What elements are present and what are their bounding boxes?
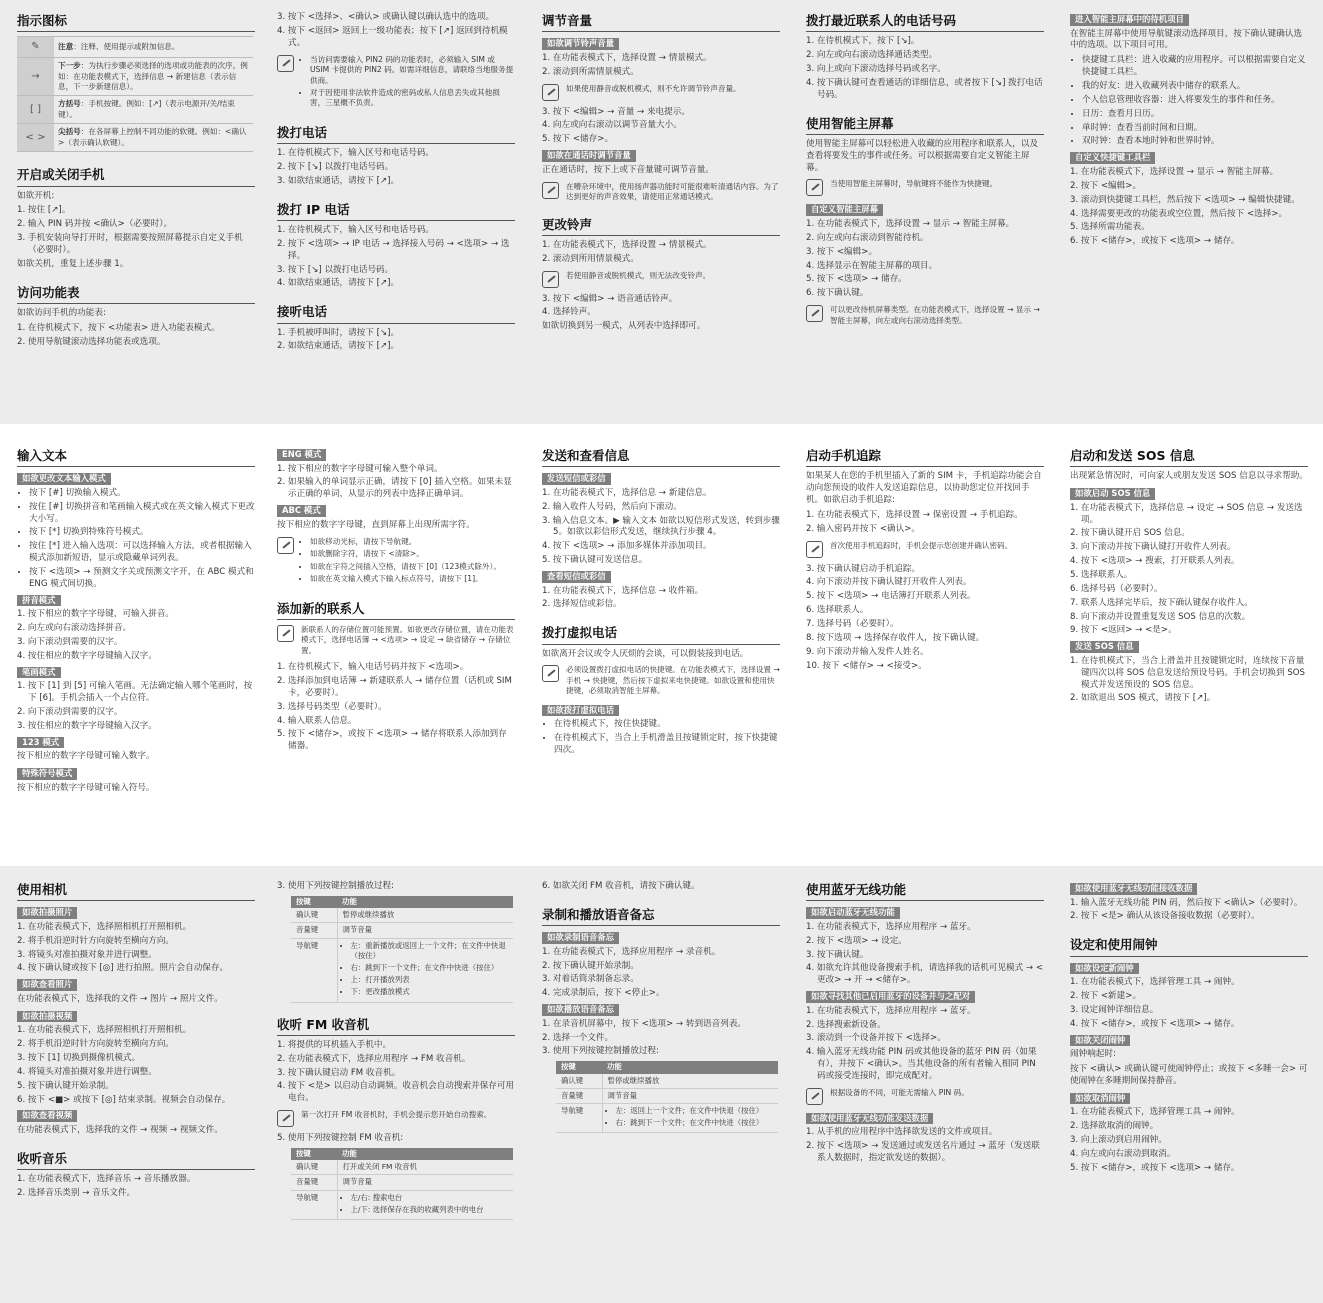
subsection-label: 如欲启动蓝牙无线功能 [806,907,900,919]
section-title: 启动和发送 SOS 信息 [1070,447,1308,467]
section-title: 使用智能主屏幕 [806,115,1044,135]
subsection-label: 如欲更改文本输入模式 [17,473,111,485]
table-row: 确认键 暂停或继续播放 [291,908,513,923]
note-block: 第一次打开 FM 收音机时，手机会提示您开始自动搜索。 [277,1110,515,1127]
subsection-label: 如欲拍摄照片 [17,907,77,919]
subsection-label: 如欲寻找其他已启用蓝牙的设备并与之配对 [806,991,975,1003]
subsection-label: 如欲关闭闹钟 [1070,1035,1130,1047]
subsection-label: 发送 SOS 信息 [1070,641,1139,653]
col-top-2: 3. 按下 <选择>、<确认> 或确认键以确认选中的选项。 4. 按下 <返回> 返回上一级功能表；按下 [↗] 返回到待机模式。 • 当访问需要输入 PIN2 码的功能表时，必须输入 SIM 或 USIM 卡提供的 PIN2 码。如需详细信息，请联络当地服务提供商。 • 对于因使用非法软件造成的密码或私人信息丢失或其他损害，三星概不负责。 拨打电话 1. 在待机模式下，输入区号和电话号码。 2. 按下 [↘] 以拨打电话号码。 3. 如欲结束通话，请按下 [↗]。 拨打 IP 电话 1. 在待机模式下，输入区号和电话号码。 2. 按下 <选项> → IP 电话 → 选择接入号码 → <选项> → 选择。 3. 按下 [↘] 以拨打电话号码。 4. 如欲结束通话，请按下 [↗]。 接听电话 1. 手机被呼叫时，请按下 [↘]。 2. 如欲结束通话，请按下 [↗]。 [277,12,515,366]
angle-bracket-icon: < > [17,124,54,152]
section-title: 使用相机 [17,881,255,901]
subsection-label: 自定义快捷键工具栏 [1070,152,1155,164]
note-icon [277,537,294,554]
col-top-4: 拨打最近联系人的电话号码 1. 在待机模式下，按下 [↘]。 2. 向左或向右滚动选择通话类型。 3. 向上或向下滚动选择号码或名字。 4. 按下确认键可查看通话的详细信息，或者按下 [↘] 拨打电话号码。 使用智能主屏幕 使用智能主屏幕可以轻松进入收藏的应用程序和联系人，以及查看将要发生的事件或任务。可以根据需要自定义智能主屏幕。 当使用智能主屏幕时，导航键将不能作为快捷键。 自定义智能主屏幕 1. 在功能表模式下，选择设置 → 显示 → 智能主屏幕。 2. 向左或向右滚动到智能待机。 3. 按下 <编辑>。 4. 选择显示在智能主屏幕的项目。 5. 按下 <选项> → 储存。 6. 按下确认键。 可以更改待机屏幕类型。在功能表模式下，选择设置 → 显示 → 智能主屏幕，向左或向右滚动选择类型。 [806,13,1043,325]
note-block: 根据设备的不同，可能无需输入 PIN 码。 [806,1088,1044,1105]
section-title: 拨打电话 [277,124,515,144]
section-title: 调节音量 [542,12,780,32]
section-title: 拨打 IP 电话 [277,201,515,221]
table-row: 导航键 • 左：返回上一个文件；在文件中快退（按住） • 右：跳到下一个文件；在文件中快进（按住） [556,1103,778,1132]
subsection-label: 如欲查看视频 [17,1110,77,1122]
table-row: 音量键 调节音量 [556,1088,778,1103]
note-block: 若使用静音或脱机模式，则无法改变铃声。 [542,271,780,288]
subsection-label: 发送短信或彩信 [542,473,611,485]
section-title: 拨打最近联系人的电话号码 [806,12,1044,32]
memo-key-table: 按键 功能 确认键 暂停或继续播放 音量键 调节音量 导航键 • 左：返回上一个文件；在文件中快退（按住） • 右：跳到下一个文件；在文件中快进（按住） [556,1061,778,1133]
section-title: 发送和查看信息 [542,447,780,467]
col-top-5: 进入智能主屏幕中的待机项目 在智能主屏幕中使用导航键滚动选择项目，按下确认键确认选中的选项。以下项目可用。 • 快捷键工具栏：进入收藏的应用程序。可以根据需要自定义快捷键工具栏。 • 我的好友：进入收藏列表中储存的联系人。 • 个人信息管理收容器：进入将要发生的事件和任务。 • 日历：查看月日历。 • 单时钟：查看当前时间和日期。 • 双时钟：查看本地时钟和世界时钟。 自定义快捷键工具栏 1. 在功能表模式下，选择设置 → 显示 → 智能主屏幕。 2. 按下 <编辑>。 3. 滚动到快捷键工具栏，然后按下 <选项> → 编辑快捷键。 4. 选择需要更改的功能表或空位置，然后按下 <选择>。 5. 选择所需功能表。 6. 按下 <储存>，或按下 <选项> → 储存。 [1070,12,1308,261]
fm-key-table: 按键 功能 确认键 打开或关闭 FM 收音机 音量键 调节音量 导航键 • 左/右: 搜索电台 • 上/下: 选择保存在我的收藏列表中的电台 [291,1148,513,1220]
note-block: 在嘈杂环境中，使用扬声器功能时可能很难听清通话内容。为了达到更好的声音效果，请使用正常通话模式。 [542,182,780,203]
legend-table [17,36,253,152]
arrow-icon: → [17,58,54,96]
note-block: 如果使用静音或脱机模式，则不允许调节铃声音量。 [542,84,780,101]
section-title: 输入文本 [17,447,255,467]
subsection-label: 如欲拨打虚拟电话 [542,705,619,717]
section-title: 收听音乐 [17,1150,255,1170]
subsection-label: 特殊符号模式 [17,768,77,780]
section-title: 接听电话 [277,303,515,323]
note-block: 可以更改待机屏幕类型。在功能表模式下，选择设置 → 显示 → 智能主屏幕，向左或向右滚动选择类型。 [806,305,1044,326]
col-mid-5: 启动和发送 SOS 信息 出现紧急情况时，可向家人或朋友发送 SOS 信息以寻求帮助。 如欲启动 SOS 信息 1. 在功能表模式下，选择信息 → 设定 → SOS 信息 → 发送选项。 2. 按下确认键开启 SOS 信息。 3. 向下滚动并按下确认键打开收件人列表。 4. 按下 <选项> → 搜索，打开联系人列表。 5. 选择联系人。 6. 选择号码（必要时）。 7. 联系人选择完毕后，按下确认键保存收件人。 8. 向下滚动并设置重复发送 SOS 信息的次数。 9. 按下 <返回> → <是>。 发送 SOS 信息 1. 在待机模式下，当合上滑盖并且按键锁定时，连续按下音量键四次以将 SOS 信息发送给预设号码。手机会切换到 SOS 模式并发送预设的 SOS 信息。 2. 如欲退出 SOS 模式，请按下 [↗]。 [1070,448,1308,704]
section-title: 添加新的联系人 [277,600,515,620]
note-icon: ✎ [17,37,54,58]
note-block: 新联系人的存储位置可能预置。如欲更改存储位置，请在功能表模式下，选择电话簿 → <选项> → 设定 → 缺省储存 → 存储位置。 [277,625,515,656]
subsection-label: 如欲查看照片 [17,979,77,991]
note-block: • 如欲移动光标，请按下导航键。 • 如欲删除字符，请按下 <清除>。 • 如欲在字符之间插入空格，请按下 [0]（123模式除外）。 • 如欲在英文输入模式下输入标点符号，请按下 [1]。 [277,537,515,587]
subsection-label: 如欲设定新闹钟 [1070,963,1139,975]
section-title: 设定和使用闹钟 [1070,936,1308,956]
bracket-icon: [ ] [17,96,54,124]
note-icon [542,271,559,288]
note-icon [542,84,559,101]
subsection-label: 如欲录制语音备忘 [542,932,619,944]
col-mid-1: 输入文本 如欲更改文本输入模式 • 按下 [#] 切换输入模式。 • 按住 [#] 切换拼音和笔画输入模式或在英文输入模式下更改大小写。 • 按下 [*] 切换到特殊符号模式。 • 按住 [*] 进入输入选项：可以选择输入方法，或者根据输入模式添加新短语，显示或隐藏单词列表。 • 按下 <选项> → 预测文字关或预测文字开，在 ABC 模式和 ENG 模式间切换。 拼音模式 1. 按下相应的数字字母键，可输入拼音。 2. 向左或向右滚动选择拼音。 3. 向下滚动到需要的汉字。 4. 按住相应的数字字母键输入汉字。 笔画模式 1. 按下 [1] 到 [5] 可输入笔画。无法确定输入哪个笔画时，按下 [6]。手机会插入一个占位符。 2. 向下滚动到需要的汉字。 3. 按住相应的数字字母键输入汉字。 123 模式 按下相应的数字字母键可输入数字。 特殊符号模式 按下相应的数字字母键可输入符号。 [17,447,255,808]
subsection-label: 如欲调节铃声音量 [542,38,619,50]
legend-row: < > 尖括号：在各屏幕上控制不同功能的软键。例如：<确认>（表示确认软键）。 [17,124,253,152]
section-title: 录制和播放语音备忘 [542,906,780,926]
table-row: 确认键 打开或关闭 FM 收音机 [291,1160,513,1175]
legend-row: → 下一步：为执行步骤必须选择的选项或功能表的次序。例如：在功能表模式下，选择信息 → 新建信息（表示信息，下一步新建信息）。 [17,58,253,96]
note-icon [806,541,823,558]
section-title: 拨打虚拟电话 [542,624,780,644]
section-title: 更改铃声 [542,216,780,236]
subsection-label: 如欲启动 SOS 信息 [1070,488,1155,500]
col-mid-4: 启动手机追踪 如果某人在您的手机里插入了新的 SIM 卡，手机追踪功能会自动向您预设的收件人发送追踪信息，以协助您定位并找回手机。如欲启动手机追踪: 1. 在功能表模式下，选择设置 → 保密设置 → 手机追踪。 2. 输入密码并按下 <确认>。 首次使用手机追踪时，手机会提示您创建并确认密码。 3. 按下确认键启动手机追踪。 4. 向下滚动并按下确认键打开收件人列表。 5. 按下 <选项> → 电话簿打开联系人列表。 6. 选择联系人。 7. 选择号码（必要时）。 8. 按下选项 → 选择保存收件人，按下确认键。 9. 向下滚动并输入发件人姓名。 10. 按下 <储存> → <接受>。 [806,447,1044,685]
subsection-label: ENG 模式 [277,449,326,461]
table-row: 音量键 调节音量 [291,1175,513,1190]
col-mid-3: 发送和查看信息 发送短信或彩信 1. 在功能表模式下，选择信息 → 新建信息。 2. 输入收件人号码，然后向下滚动。 3. 输入信息文本。▶ 输入文本 如欲以短信形式发送，转到步骤 5。如欲以彩信形式发送，继续执行步骤 4。 4. 按下 <选项> → 添加多媒体并添加项目。 5. 按下确认键可发送信息。 查看短信或彩信 1. 在功能表模式下，选择信息 → 收件箱。 2. 选择短信或彩信。 拨打虚拟电话 如欲离开会议或令人厌烦的会谈，可以假装接到电话。 必须设置拨打虚拟电话的快捷键。在功能表模式下，选择设置 → 手机 → 快捷键，然后按下虚拟来电快捷键。如欲设置和使用快捷键，必须取消智能主屏幕。 如欲拨打虚拟电话 • 在待机模式下，按住快捷键。 • 在待机模式下，当合上手机滑盖且按键锁定时，按下快捷键四次。 [542,447,780,770]
subsection-label: 笔画模式 [17,667,61,679]
subsection-label: 如欲拍摄视频 [17,1011,77,1023]
subsection-label: 如欲使用蓝牙无线功能发送数据 [806,1113,933,1125]
note-icon [542,665,559,682]
subsection-label: 123 模式 [17,737,64,749]
table-row: 导航键 • 左：重新播放或返回上一个文件；在文件中快退（按住） • 右：跳到下一个文件；在文件中快进（按住） • 上：打开播放列表 • 下：更改播放模式 [291,938,513,1002]
subsection-label: 如欲使用蓝牙无线功能接收数据 [1070,883,1197,895]
col-mid-2: ENG 模式 1. 按下相应的数字字母键可输入整个单词。 2. 如果输入的单词显示正确，请按下 [0] 插入空格。如果未显示正确的单词，从显示的列表中选择正确单词。 ABC 模式 按下相应的数字字母键，直到屏幕上出现所需字符。 • 如欲移动光标，请按下导航键。 • 如欲删除字符，请按下 <清除>。 • 如欲在字符之间插入空格，请按下 [0]（123模式除外）。 • 如欲在英文输入模式下输入标点符号，请按下 [1]。 添加新的联系人 新联系人的存储位置可能预置。如欲更改存储位置，请在功能表模式下，选择电话簿 → <选项> → 设定 → 缺省储存 → 存储位置。 1. 在待机模式下，输入电话号码并按下 <选项>。 2. 选择添加到电话簿 → 新建联系人 → 储存位置（话机或 SIM 卡，必要时）。 3. 选择号码类型（必要时）。 4. 输入联系人信息。 5. 按下 <储存>，或按下 <选项> → 储存将联系人添加到存储器。 [277,447,515,766]
section-title: 使用蓝牙无线功能 [806,881,1044,901]
note-icon [277,55,294,72]
note-block: 首次使用手机追踪时，手机会提示您创建并确认密码。 [806,541,1044,558]
table-row: 导航键 • 左/右: 搜索电台 • 上/下: 选择保存在我的收藏列表中的电台 [291,1190,513,1219]
col-bot-4: 使用蓝牙无线功能 如欲启动蓝牙无线功能 1. 在功能表模式下，选择应用程序 → 蓝牙。 2. 按下 <选项> → 设定。 3. 按下确认键。 4. 如欲允许其他设备搜索手机，请选择我的话机可见模式 → <更改> → 开 → <储存>。 如欲寻找其他已启用蓝牙的设备并与之配对 1. 在功能表模式下，选择应用程序 → 蓝牙。 2. 选择搜索新设备。 3. 滚动到一个设备并按下 <选择>。 4. 输入蓝牙无线功能 PIN 码或其他设备的蓝牙 PIN 码（如果有），并按下 <确认>。当其他设备的所有者输入相同 PIN 码或接受连接时，即完成配对。 根据设备的不同，可能无需输入 PIN 码。 如欲使用蓝牙无线功能发送数据 1. 从手机的应用程序中选择欲发送的文件或项目。 2. 按下 <选项> → 发送通过或发送名片通过 → 蓝牙（发送联系人数据时，指定欲发送的数据）。 [806,882,1044,1164]
note-icon [277,1110,294,1127]
legend-row: [ ] 方括号：手机按键。例如：[↗]（表示电源开/关/结束键）。 [17,96,253,124]
section-title: 开启或关闭手机 [17,166,255,186]
subsection-label: ABC 模式 [277,505,326,517]
subsection-label: 如欲播放语音备忘 [542,1004,619,1016]
subsection-label: 拼音模式 [17,595,61,607]
col-bot-5: 如欲使用蓝牙无线功能接收数据 1. 输入蓝牙无线功能 PIN 码，然后按下 <确认>（必要时）。 2. 按下 <是> 确认从该设备接收数据（必要时）。 设定和使用闹钟 如欲设定新闹钟 1. 在功能表模式下，选择管理工具 → 闹钟。 2. 按下 <新建>。 3. 设定闹钟详细信息。 4. 按下 <储存>，或按下 <选项> → 储存。 如欲关闭闹钟 闹钟响起时: 按下 <确认> 或确认键可使闹钟停止；或按下 <多睡一会> 可使闹钟在多睡期间保持静音。 如欲取消闹钟 1. 在功能表模式下，选择管理工具 → 闹钟。 2. 选择欲取消的闹钟。 3. 向上滚动到启用闹钟。 4. 向左或向右滚动到取消。 5. 按下 <储存>，或按下 <选项> → 储存。 [1070,883,1308,1173]
col-top-3: 调节音量 如欲调节铃声音量 1. 在功能表模式下，选择设置 → 情景模式。 2. 滚动到所需情景模式。 如果使用静音或脱机模式，则不允许调节铃声音量。 3. 按下 <编辑> → 音量 → 来电提示。 4. 向左或向右滚动以调节音量大小。 5. 按下 <储存>。 如欲在通话时调节音量 正在通话时，按下上或下音量键可调节音量。 在嘈杂环境中，使用扬声器功能时可能很难听清通话内容。为了达到更好的声音效果，请使用正常通话模式。 更改铃声 1. 在功能表模式下，选择设置 → 情景模式。 2. 滚动到所用情景模式。 若使用静音或脱机模式，则无法改变铃声。 3. 按下 <编辑> → 语音通话铃声。 4. 选择铃声。 如欲切换到另一模式，从列表中选择即可。 [542,13,779,332]
note-icon [806,179,823,196]
col-bot-2: 3. 使用下列按键控制播放过程: 按键 功能 确认键 暂停或继续播放 音量键 调节音量 导航键 • 左：重新播放或返回上一个文件；在文件中快退（按住） • 右：跳到下一个文件；在文件中快进（按住） • 上：打开播放列表 • 下：更改播放模式 收听 FM 收音机 1. 将提供的耳机插入手机中。 2. 在功能表模式下，选择应用程序 → FM 收音机。 3. 按下确认键启动 FM 收音机。 4. 按下 <是> 以启动自动调频。收音机会自动搜索并保存可用电台。 第一次打开 FM 收音机时，手机会提示您开始自动搜索。 5. 使用下列按键控制 FM 收音机: 按键 功能 确认键 打开或关闭 FM 收音机 音量键 调节音量 导航键 • 左/右: 搜索电台 • 上/下: 选择保存在我的收藏列表中的电台 [277,881,515,1233]
subsection-label: 如欲取消闹钟 [1070,1093,1130,1105]
section-title: 访问功能表 [17,284,255,304]
col-top-1: 指示图标 ✎ 注意：注释、使用提示或附加信息。 → 下一步：为执行步骤必须选择的选项或功能表的次序。例如：在功能表模式下，选择信息 → 新建信息（表示信息，下一步新建信息）。 [ ] 方括号：手机按键。例如：[↗]（表示电源开/关/结束键）。 < > 尖括号：在各屏幕上控制不同功能的软键。例如：<确认>（表示确认软键）。 开启或关闭手机 如欲开机: 1. 按住 [↗]。 2. 输入 PIN 码并按 <确认>（必要时）。 3. 手机安装向导打开时，根据需要按照屏幕提示自定义手机（必要时）。 如欲关机，重复上述步骤 1。 访问功能表 如欲访问手机的功能表: 1. 在待机模式下，按下 <功能表> 进入功能表模式。 2. 使用导航键滚动选择功能表或选项。 [17,12,255,362]
table-row: 确认键 暂停或继续播放 [556,1074,778,1089]
col-bot-1: 使用相机 如欲拍摄照片 1. 在功能表模式下，选择照相机打开照相机。 2. 将手机沿逆时针方向旋转至横向方向。 3. 将镜头对准拍摄对象并进行调整。 4. 按下确认键或按下 [◎] 进行拍照。照片会自动保存。 如欲查看照片 在功能表模式下，选择我的文件 → 图片 → 照片文件。 如欲拍摄视频 1. 在功能表模式下，选择照相机打开照相机。 2. 将手机沿逆时针方向旋转至横向方向。 3. 按下 [1] 切换到摄像机模式。 4. 将镜头对准拍摄对象并进行调整。 5. 按下确认键开始录制。 6. 按下 <■> 或按下 [◎] 结束录制。视频会自动保存。 如欲查看视频 在功能表模式下，选择我的文件 → 视频 → 视频文件。 收听音乐 1. 在功能表模式下，选择音乐 → 音乐播放器。 2. 选择音乐类别 → 音乐文件。 [17,881,255,1213]
section-title: 收听 FM 收音机 [277,1016,515,1036]
subsection-label: 自定义智能主屏幕 [806,204,883,216]
subsection-label: 如欲在通话时调节音量 [542,150,636,162]
note-icon [806,305,823,322]
note-block: 必须设置拨打虚拟电话的快捷键。在功能表模式下，选择设置 → 手机 → 快捷键，然后按下虚拟来电快捷键。如欲设置和使用快捷键，必须取消智能主屏幕。 [542,665,780,696]
note-block: 当使用智能主屏幕时，导航键将不能作为快捷键。 [806,179,1044,196]
subsection-label: 查看短信或彩信 [542,571,611,583]
note-block: • 当访问需要输入 PIN2 码的功能表时，必须输入 SIM 或 USIM 卡提供的 PIN2 码。如需详细信息，请联络当地服务提供商。 • 对于因使用非法软件造成的密码或私人信息丢失或其他损害，三星概不负责。 [277,55,515,111]
note-icon [806,1088,823,1105]
music-key-table: 按键 功能 确认键 暂停或继续播放 音量键 调节音量 导航键 • 左：重新播放或返回上一个文件；在文件中快退（按住） • 右：跳到下一个文件；在文件中快进（按住） • 上：打开播放列表 • 下：更改播放模式 [291,896,513,1003]
legend-title: 指示图标 [17,12,255,32]
table-row: 音量键 调节音量 [291,923,513,938]
note-icon [277,625,294,642]
legend-row: ✎ 注意：注释、使用提示或附加信息。 [17,37,253,58]
note-icon [542,182,559,199]
section-title: 启动手机追踪 [806,447,1044,467]
subsection-label: 进入智能主屏幕中的待机项目 [1070,14,1189,26]
col-bot-3: 6. 如欲关闭 FM 收音机，请按下确认键。 录制和播放语音备忘 如欲录制语音备忘 1. 在功能表模式下，选择应用程序 → 录音机。 2. 按下确认键开始录制。 3. 对着话筒录制备忘录。 4. 完成录制后，按下 <停止>。 如欲播放语音备忘 1. 在录音机屏幕中，按下 <选项> → 转到语音列表。 2. 选择一个文件。 3. 使用下列按键控制播放过程: 按键 功能 确认键 暂停或继续播放 音量键 调节音量 导航键 • 左：返回上一个文件；在文件中快退（按住） • 右：跳到下一个文件；在文件中快进（按住） [542,881,780,1146]
